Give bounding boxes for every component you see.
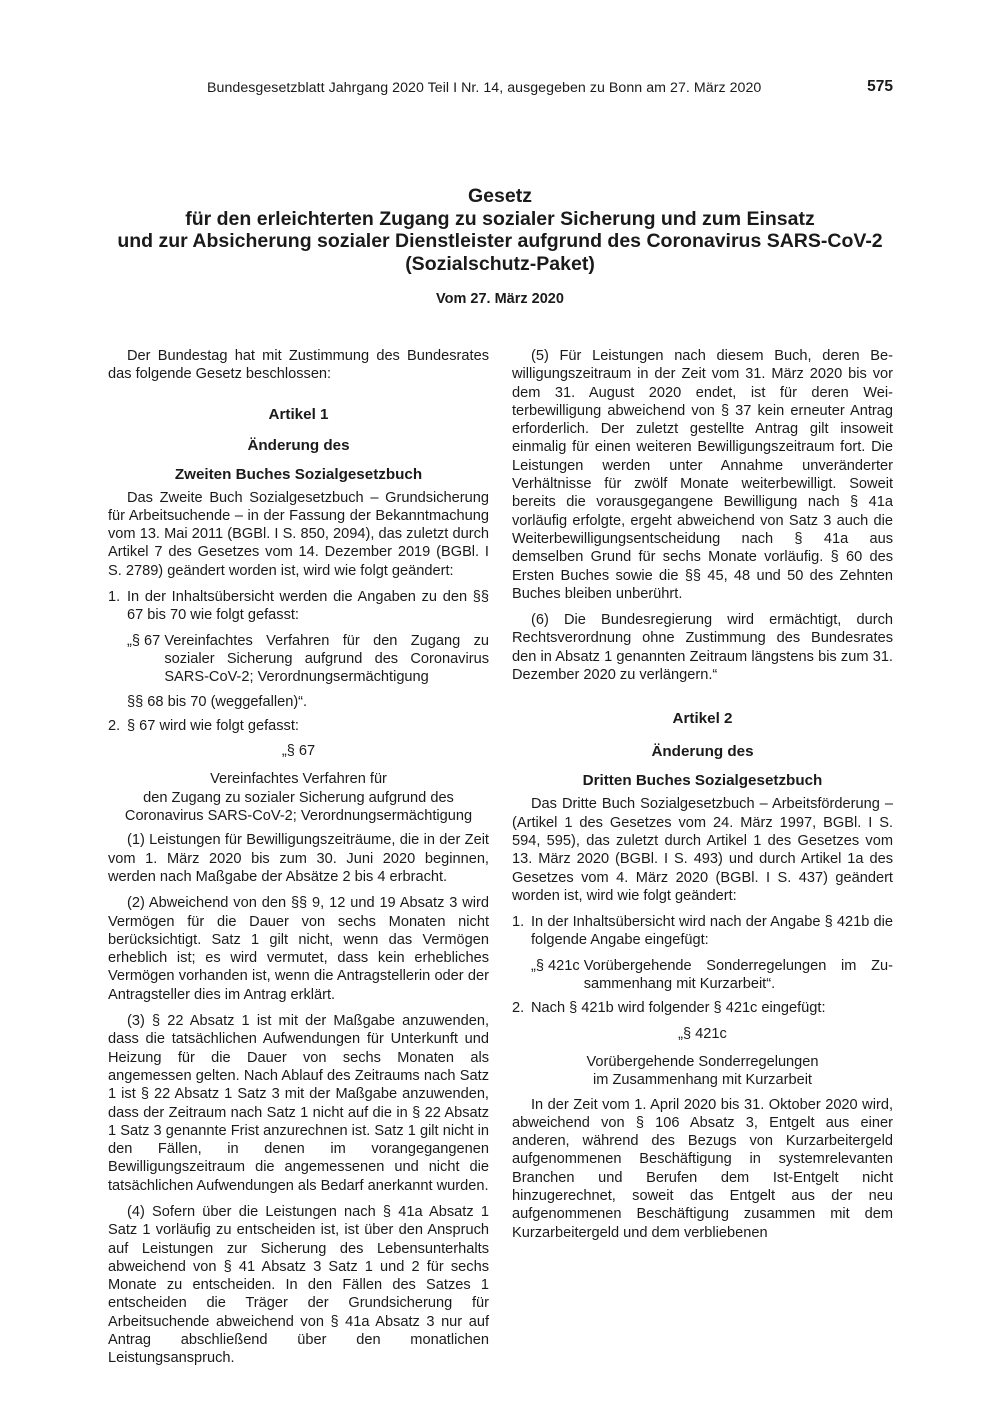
- title-line: (Sozialschutz-Paket): [405, 252, 595, 275]
- law-title: [0, 185, 1000, 275]
- item-number: 1.: [108, 589, 121, 606]
- paragraph-1: (1) Leistungen für Bewilligungszeiträume, die in der Zeit vom 1. März 2020 bis zum 30. Juni 2020 beginnen, werden nach Maßgabe der Absätze 2 bis 4 erbracht.: [108, 832, 489, 885]
- list-item: [512, 999, 893, 1017]
- toc-entry-repealed: §§ 68 bis 70 (weggefallen)“.: [127, 693, 308, 710]
- section-title-line: Vereinfachtes Verfahren für: [210, 771, 387, 788]
- paragraph-6: (6) Die Bundesregierung wird ermächtigt, durch Rechtsverordnung ohne Zustimmung des Bundesrates den in Absatz 1 genannten Zeitraum längstens bis zum 31. Dezember 2020 zu verlängern.“: [512, 612, 893, 684]
- item-text: In der Inhaltsübersicht wird nach der Angabe § 421b die folgende Angabe eingefügt:: [531, 914, 893, 949]
- paragraph-2: (2) Abweichend von den §§ 9, 12 und 19 Absatz 3 wird Vermögen für die Dauer von sechs Monaten nicht berücksichtigt. Satz 1 gilt nicht, wenn das Vermögen erheblich ist; es wird vermutet, dass kein erhebliches Vermögen vorhanden ist, wenn die Antragstellerin oder der Antragsteller dies im Antrag erklärt.: [108, 895, 489, 1003]
- section-title-line: im Zusammenhang mit Kurzarbeit: [593, 1072, 812, 1089]
- article-2-label: Artikel 2: [672, 710, 733, 728]
- section-label: „§ 421c: [678, 1025, 727, 1042]
- article-1-intro: Das Zweite Buch Sozialgesetzbuch – Grundsicherung für Arbeitsuchende – in der Fassung der Bekanntmachung vom 13. Mai 2011 (BGBl. I S. 850, 2094), das zuletzt durch Artikel 7 des Gesetzes vom 14. Dezember 2019 (BGBl. I S. 2789) geändert worden ist, wird wie folgt geändert:: [108, 489, 489, 579]
- item-number: 1.: [512, 914, 525, 931]
- section-title-line: den Zugang zu sozialer Sicherung aufgrund des: [143, 789, 454, 806]
- article-1-heading-line2: Zweiten Buches Sozialgesetzbuch: [174, 465, 423, 483]
- item-text: In der Inhaltsübersicht werden die Angaben zu den §§ 67 bis 70 wie folgt gefasst:: [127, 589, 489, 624]
- header-text: Bundesgesetzblatt Jahrgang 2020 Teil I Nr. 14, ausgegeben zu Bonn am 27. März 2020: [207, 80, 762, 96]
- title-line: und zur Absicherung sozialer Dienstleister aufgrund des Coronavirus SARS-CoV-2: [117, 230, 883, 252]
- toc-entry-para: „§ 67: [127, 632, 165, 649]
- title-line: für den erleichterten Zugang zu sozialer Sicherung und zum Einsatz: [185, 207, 815, 230]
- item-number: 2.: [108, 717, 121, 734]
- item-number: 2.: [512, 1000, 525, 1017]
- article-2-intro: Das Dritte Buch Sozialgesetzbuch – Arbeitsförderung – (Artikel 1 des Gesetzes vom 24. März 1997, BGBl. I S. 594, 595), das zuletzt durch Artikel 1 des Gesetzes vom 13. März 2020 (BGBl. I S. 493) und durch Artikel 1a des Gesetzes vom 4. März 2020 (BGBl. I S. 437) geändert worden ist, wird wie folgt geändert:: [512, 796, 893, 904]
- right-column: [512, 347, 893, 1242]
- title-line: Gesetz: [468, 185, 532, 207]
- article-2-heading-line1: Änderung des: [651, 743, 754, 761]
- section-title-line: Coronavirus SARS-CoV-2; Verordnungsermächtigung: [124, 808, 473, 825]
- article-2-heading-line2: Dritten Buches Sozialgesetzbuch: [582, 772, 823, 790]
- toc-entry-text: Vorübergehende Sonderregelungen im Zusammenhang mit Kurzarbeit“.: [583, 957, 893, 993]
- item-text: Nach § 421b wird folgender § 421c eingefügt:: [531, 1000, 826, 1017]
- list-item: [512, 913, 893, 950]
- paragraph-3: (3) § 22 Absatz 1 ist mit der Maßgabe anzuwenden, dass die tatsächlichen Aufwendungen für Unterkunft und Heizung für die Dauer von sechs Monaten als angemessen gelten. Nach Ablauf des Zeitraums nach Satz 1 ist § 22 Absatz 1 Satz 3 mit der Maßgabe anzuwenden, dass der Zeitraum nach Satz 1 nicht auf die in § 22 Absatz 1 Satz 3 genannte Frist anzurechnen ist. Satz 1 gilt nicht in den Fällen, in denen im vorangegangenen Bewilligungszeitraum die angemessenen und nicht die tatsächlichen Aufwendungen als Bedarf anerkannt wurden.: [108, 1013, 489, 1194]
- section-421c-text: In der Zeit vom 1. April 2020 bis 31. Oktober 2020 wird, abweichend von § 106 Absatz 3, Entgelt aus einer anderen, während des Bezugs von Kurzarbeitergeld aufgenommenen Beschäftigung in systemrelevanten Branchen und Berufen dem Ist-Entgelt nicht hinzugerechnet, soweit das Entgelt aus der neu aufgenommenen Beschäftigung zusammen mit dem Kurzarbeitergeld und dem verbliebenen: [512, 1096, 893, 1241]
- enactment-clause: Der Bundestag hat mit Zustimmung des Bundesrates das folgende Gesetz beschlossen:: [108, 348, 489, 383]
- paragraph-4: (4) Sofern über die Leistungen nach § 41a Absatz 1 Satz 1 vorläufig zu entscheiden ist, ist über den Anspruch auf Leistungen zur Sicherung des Lebensunterhalts abweichend von § 41 Absatz 3 Satz 1 und 2 für sechs Monate zu entscheiden. In den Fällen des Satzes 1 entscheiden die Träger der Grundsicherung für Arbeitsuchende abweichend von § 41a Absatz 3 nur auf Antrag abschließend über den monatlichen Leistungsanspruch.: [108, 1203, 489, 1367]
- list-item: [108, 717, 489, 735]
- page-number: 575: [867, 78, 893, 95]
- toc-entry: [531, 957, 893, 994]
- law-date: Vom 27. März 2020: [436, 291, 564, 307]
- item-text: § 67 wird wie folgt gefasst:: [127, 717, 299, 734]
- running-header: [207, 80, 893, 100]
- toc-entry-para: „§ 421c: [531, 957, 584, 974]
- section-label: „§ 67: [281, 743, 316, 760]
- paragraph-5: (5) Für Leistungen nach diesem Buch, deren Bewilligungszeitraum in der Zeit vom 31. März 2020 bis vor dem 31. August 2020 endet, ist für deren Weiterbewilligung abweichend von § 37 kein erneuter Antrag erforderlich. Der zuletzt gestellte Antrag gilt insoweit einmalig für einen weiteren Bewilligungszeitraum fort. Die Leistungen werden unter Annahme unveränderter Verhältnisse für zwölf Monate weiterbewilligt. Soweit bereits die vorausgegangene Bewilligung nach § 41a vorläufig erfolgte, ergeht abweichend von Satz 3 auch die Weiterbewilligungsentscheidung nach § 41a aus demselben Grund für sechs Monate vorläufig. § 60 des Ersten Buches sowie die §§ 45, 48 und 50 des Zehnten Buches bleiben unberührt.: [512, 348, 893, 602]
- section-title-line: Vorübergehende Sonderregelungen: [586, 1053, 819, 1070]
- article-1-heading-line1: Änderung des: [247, 436, 350, 454]
- article-1-label: Artikel 1: [268, 405, 329, 423]
- toc-entry-text: Vereinfachtes Verfahren für den Zugang zu sozialer Sicherung aufgrund des Coronavirus SARS-CoV-2; Verordnungsermächtigung: [164, 632, 489, 686]
- left-column: [108, 347, 489, 1376]
- toc-entry: [127, 632, 489, 687]
- list-item: [108, 588, 489, 625]
